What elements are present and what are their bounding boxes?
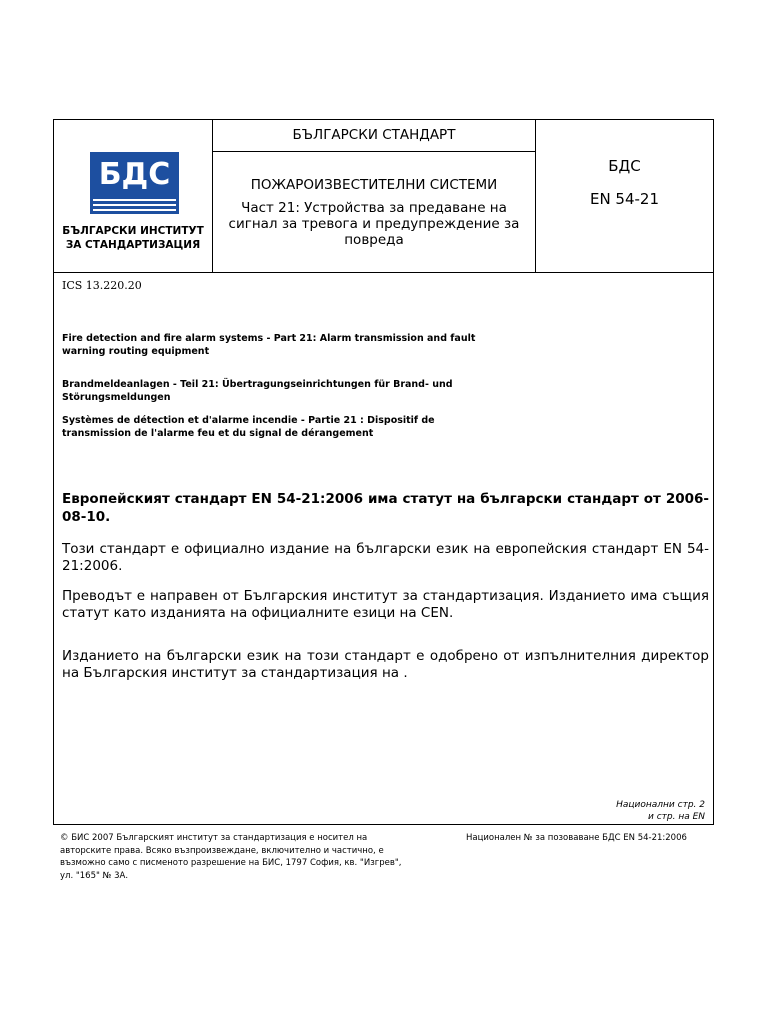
document-subtitle: Част 21: Устройства за предаване на сигнал за тревога и предупреждение за повреда (228, 200, 520, 248)
institute-line-1: БЪЛГАРСКИ ИНСТИТУТ (62, 225, 204, 237)
standard-heading: БЪЛГАРСКИ СТАНДАРТ (213, 120, 535, 152)
page-count (616, 799, 705, 823)
logo-stripe (93, 199, 176, 201)
national-reference-number: Национален № за позоваване БДС EN 54-21:2006 (466, 833, 687, 843)
logo-stripe (93, 209, 176, 211)
institute-line-2: ЗА СТАНДАРТИЗАЦИЯ (65, 239, 201, 251)
title-english: Fire detection and fire alarm systems - Part 21: Alarm transmission and fault warning routing equipment (62, 333, 476, 357)
header-table (54, 120, 713, 273)
national-pages: Национални стр. 2 (616, 800, 705, 810)
standard-code-prefix: БДС (608, 157, 641, 175)
ics-code: ICS 13.220.20 (62, 279, 142, 292)
code-cell (536, 120, 713, 272)
paragraph-approval: Изданието на български език на този стандарт е одобрено от изпълнителния директор на Българския институт за стандартизация на . (62, 648, 709, 681)
document-frame (53, 119, 714, 825)
paragraph-official-edition: Този стандарт е официално издание на български език на европейския стандарт EN 54-21:2006. (62, 541, 709, 574)
logo-cell (54, 120, 213, 272)
title-cell (213, 120, 536, 272)
status-statement: Европейският стандарт EN 54-21:2006 има статут на български стандарт от 2006-08-10. (62, 491, 709, 525)
logo-text: БДС (98, 157, 171, 192)
bds-logo (90, 152, 179, 214)
title-german: Brandmeldeanlagen - Teil 21: Übertragungseinrichtungen für Brand- und Störungsmeldungen (62, 379, 453, 403)
title-french: Systèmes de détection et d'alarme incendie - Partie 21 : Dispositif de transmission de l'alarme feu et du signal de dérangement (62, 415, 435, 439)
en-pages: и стр. на EN (647, 812, 705, 822)
logo-stripe (93, 204, 176, 206)
document-title: ПОЖАРОИЗВЕСТИТЕЛНИ СИСТЕМИ (250, 177, 498, 193)
paragraph-translation: Преводът е направен от Българския институт за стандартизация. Изданието има същия статут като изданията на официалните езици на CEN. (62, 588, 709, 621)
institute-name (54, 224, 212, 252)
copyright-notice: © БИС 2007 Българският институт за стандартизация е носител на авторските права. Всяко възпроизвеждане, включително и частично, е възможно само с писменото разрешение на БИС, 1797 София, кв. "Изгрев", ул. "165" № 3А. (60, 833, 402, 881)
standard-code: EN 54-21 (589, 190, 660, 208)
